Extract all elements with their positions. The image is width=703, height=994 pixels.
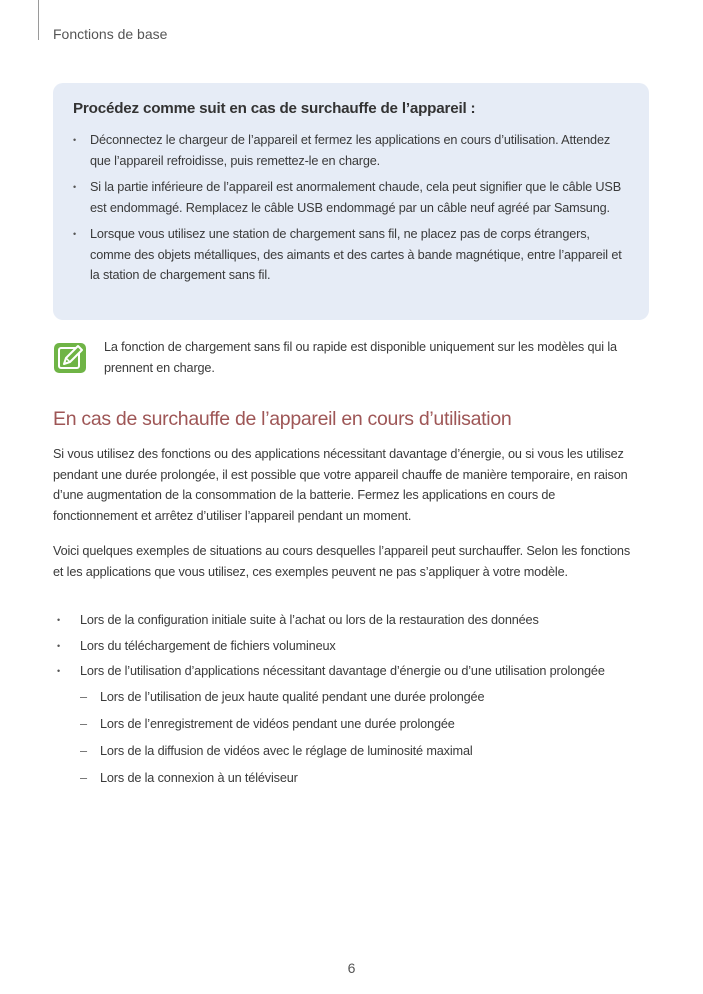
list-item-text: Lors de l’utilisation d’applications nécessitant davantage d’énergie ou d’une utilisation prolongée <box>80 664 605 678</box>
list-item-text: Lors de la configuration initiale suite à l’achat ou lors de la restauration des données <box>80 613 539 627</box>
sub-list-item: – Lors de la diffusion de vidéos avec le réglage de luminosité maximal <box>80 741 633 762</box>
caution-box <box>53 83 649 320</box>
page-number: 6 <box>347 960 356 976</box>
sub-list-item: – Lors de la connexion à un téléviseur <box>80 768 633 789</box>
sub-list-item: – Lors de l’utilisation de jeux haute qualité pendant une durée prolongée <box>80 687 633 708</box>
situation-list <box>53 610 633 795</box>
list-item <box>53 636 633 657</box>
list-item <box>53 661 633 788</box>
caution-item: • Si la partie inférieure de l’appareil est anormalement chaude, cela peut signifier que le câble USB est endommagé. Remplacez le câble USB endommagé par un câble neuf agréé par Samsung. <box>73 177 629 218</box>
sub-list-item: – Lors de l’enregistrement de vidéos pendant une durée prolongée <box>80 714 633 735</box>
section-heading: En cas de surchauffe de l’appareil en cours d’utilisation <box>53 408 512 430</box>
paragraph-examples: Voici quelques exemples de situations au cours desquelles l’appareil peut surchauffer. Selon les fonctions et les applications que vous utilisez, ces exemples peuvent ne pas s’appliquer à votre modèle. <box>53 544 631 579</box>
note-block <box>53 337 649 378</box>
note-pencil-icon <box>53 342 87 374</box>
paragraph-intro: Si vous utilisez des fonctions ou des applications nécessitant davantage d’énergie, ou si vous les utilisez pendant une durée prolongée, il est possible que votre appareil chauffe de manière temporaire, en raison d’une augmentation de la consommation de la batterie. Fermez les applications en cours de fonctionnement et arrêtez d’utiliser l’appareil pendant un moment. <box>53 447 628 523</box>
list-item <box>53 610 633 631</box>
caution-list <box>73 130 629 286</box>
note-text: La fonction de chargement sans fil ou rapide est disponible uniquement sur les modèles qui la prennent en charge. <box>104 340 617 375</box>
caution-item: • Déconnectez le chargeur de l’appareil et fermez les applications en cours d’utilisation. Attendez que l’appareil refroidisse, puis remettez-le en charge. <box>73 130 629 171</box>
running-header: Fonctions de base <box>53 26 168 42</box>
caution-title: Procédez comme suit en cas de surchauffe de l’appareil : <box>73 100 476 117</box>
caution-item: • Lorsque vous utilisez une station de chargement sans fil, ne placez pas de corps étrangers, comme des objets métalliques, des aimants et des cartes à bande magnétique, entre l’appareil et la station de chargement sans fil. <box>73 224 629 286</box>
sub-list <box>80 687 633 789</box>
list-item-text: Lors du téléchargement de fichiers volumineux <box>80 638 336 653</box>
margin-rule <box>38 0 39 40</box>
